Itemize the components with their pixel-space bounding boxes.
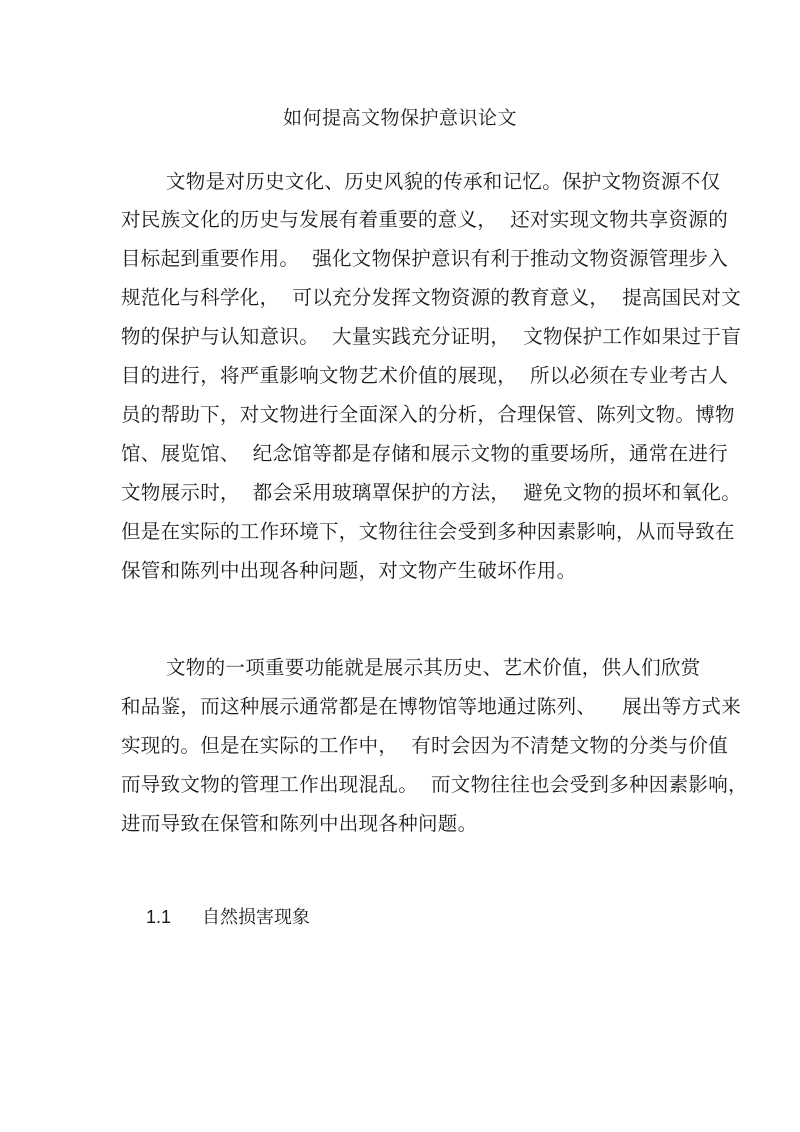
document-title: 如何提高文物保护意识论文: [282, 107, 517, 129]
paragraph-line: 文物是对历史文化、历史风貌的传承和记忆。保护文物资源不仅: [166, 170, 721, 193]
paragraph-line: 物的保护与认知意识。 大量实践充分证明， 文物保护工作如果过于盲: [121, 325, 741, 348]
paragraph-line: 目的进行，将严重影响文物艺术价值的展现， 所以必须在专业考古人: [121, 364, 728, 387]
paragraph-line: 文物的一项重要功能就是展示其历史、艺术价值，供人们欣赏: [166, 656, 701, 679]
paragraph-line: 对民族文化的历史与发展有着重要的意义， 还对实现文物共享资源的: [121, 208, 728, 231]
paragraph-line: 保管和陈列中出现各种问题，对文物产生破坏作用。: [121, 559, 577, 582]
paragraph-line: 进而导致在保管和陈列中出现各种问题。: [121, 812, 478, 835]
paragraph-line: 规范化与科学化， 可以充分发挥文物资源的教育意义， 提高国民对文: [121, 286, 741, 309]
paragraph-line: 和品鉴，而这种展示通常都是在博物馆等地通过陈列、 展出等方式来: [121, 695, 741, 718]
paragraph-line: 实现的。但是在实际的工作中， 有时会因为不清楚文物的分类与价值: [121, 734, 728, 757]
paragraph-line: 但是在实际的工作环境下，文物往往会受到多种因素影响，从而导致在: [121, 520, 735, 543]
paragraph-line: 而导致文物的管理工作出现混乱。 而文物往往也会受到多种因素影响，: [121, 773, 748, 796]
section-number: 1.1: [146, 907, 172, 927]
section-heading: [146, 903, 310, 932]
paragraph-line: 员的帮助下，对文物进行全面深入的分析，合理保管、陈列文物。博物: [121, 403, 735, 426]
paragraph-line: 馆、展览馆、 纪念馆等都是存储和展示文物的重要场所，通常在进行: [121, 442, 728, 465]
section-title: 自然损害现象: [202, 907, 310, 928]
paragraph-line: 文物展示时， 都会采用玻璃罩保护的方法， 避免文物的损坏和氧化。: [121, 481, 741, 504]
paragraph-line: 目标起到重要作用。 强化文物保护意识有利于推动文物资源管理步入: [121, 247, 728, 270]
